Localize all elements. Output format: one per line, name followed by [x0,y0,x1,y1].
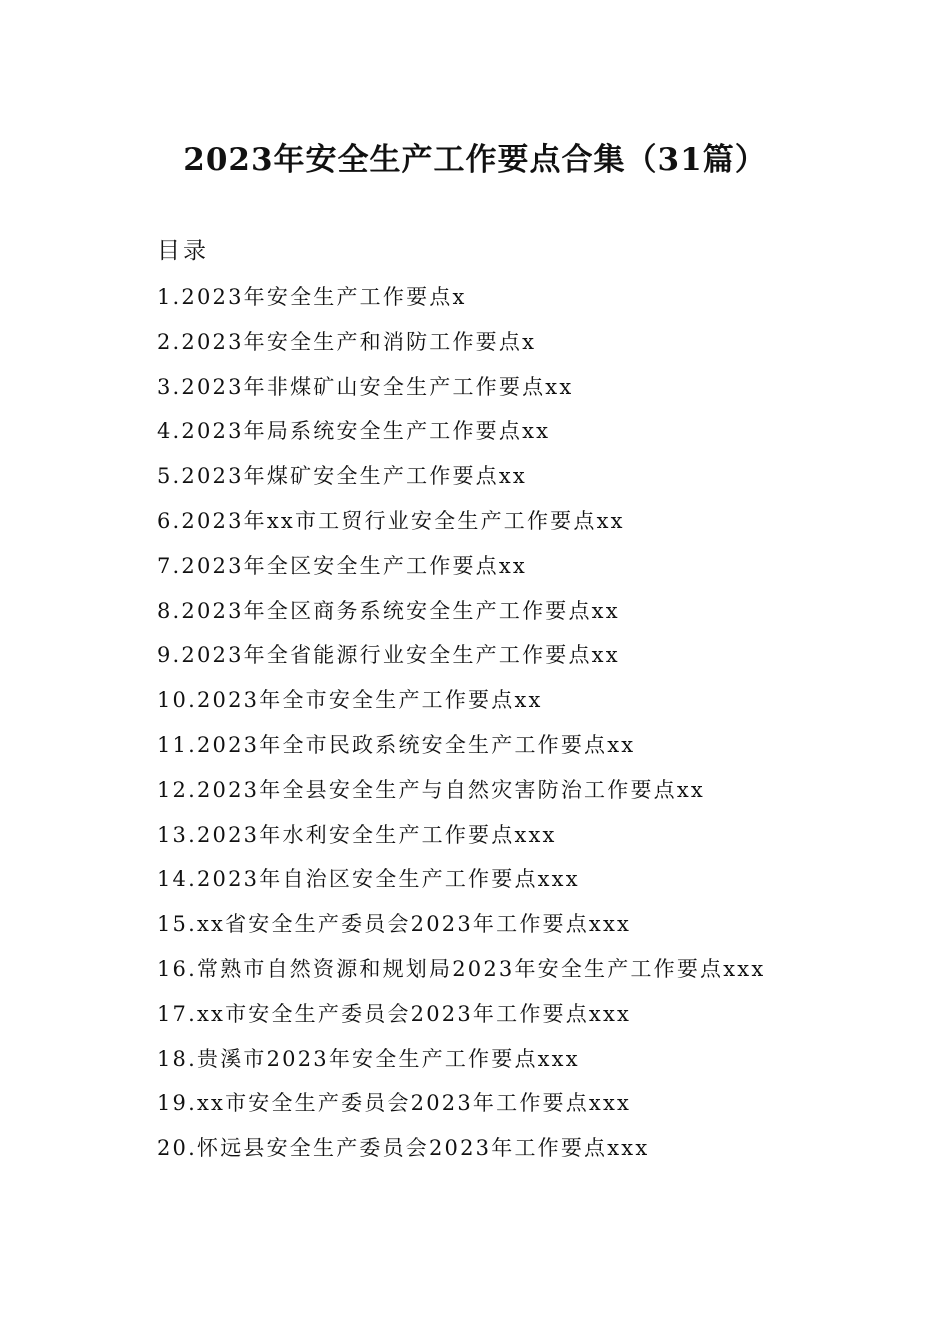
toc-item: 2.2023年安全生产和消防工作要点x [157,329,537,354]
toc-item: 7.2023年全区安全生产工作要点xx [157,553,527,578]
toc-item: 18.贵溪市2023年安全生产工作要点xxx [157,1046,580,1071]
toc-item: 14.2023年自治区安全生产工作要点xxx [157,867,580,892]
toc-item: 11.2023年全市民政系统安全生产工作要点xx [157,732,636,757]
toc-item: 4.2023年局系统安全生产工作要点xx [157,419,551,444]
toc-item: 1.2023年安全生产工作要点x [157,285,467,309]
toc-item: 13.2023年水利安全生产工作要点xxx [157,822,557,847]
toc-item: 17.xx市安全生产委员会2023年工作要点xxx [157,1001,632,1026]
toc-item: 8.2023年全区商务系统安全生产工作要点xx [157,598,620,623]
toc-heading: 目录 [157,238,209,264]
toc-item: 19.xx市安全生产委员会2023年工作要点xxx [157,1091,632,1116]
toc-item: 10.2023年全市安全生产工作要点xx [157,688,543,713]
document-title: 2023年安全生产工作要点合集（31篇） [183,142,767,178]
toc-item: 9.2023年全省能源行业安全生产工作要点xx [157,643,620,668]
toc-item: 12.2023年全县安全生产与自然灾害防治工作要点xx [157,777,705,802]
toc-item: 3.2023年非煤矿山安全生产工作要点xx [157,374,574,399]
toc-list [157,280,877,1176]
toc-item: 20.怀远县安全生产委员会2023年工作要点xxx [157,1136,650,1161]
toc-item: 6.2023年xx市工贸行业安全生产工作要点xx [157,508,625,533]
toc-item: 15.xx省安全生产委员会2023年工作要点xxx [157,912,632,937]
toc-item: 16.常熟市自然资源和规划局2023年安全生产工作要点xxx [157,956,766,981]
toc-item: 5.2023年煤矿安全生产工作要点xx [157,464,527,489]
